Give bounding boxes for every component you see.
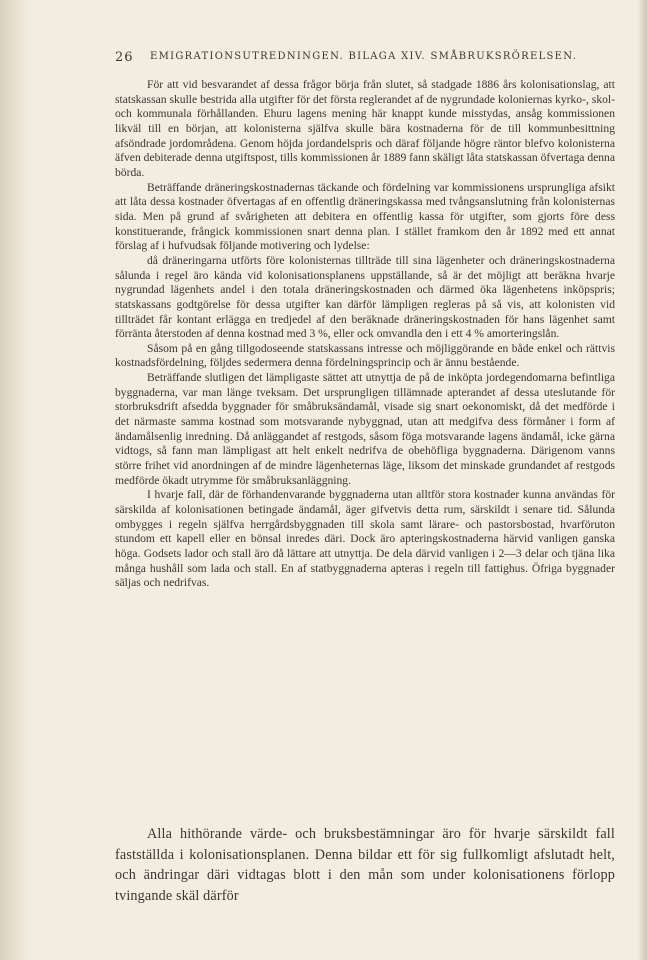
body-text: [115, 78, 615, 591]
paragraph: Beträffande slutligen det lämpligaste sättet att utnyttja de på de inköpta jordegendomarna befintliga byggnaderna, var man länge tveksam. Det ursprungligen tillämnade apterandet af dessa uteslutande för storbruksdrift afsedda byggnader för småbruksändamål, visade sig snart oekonomiskt, då det medförde i det närmaste samma kostnad som motsvarande nybyggnad, utan att medgifva dess förmåner i form af ändamålsenlig inredning. Då anläggandet af restgods, såsom föga motsvarande lagens ändamål, icke gärna vidtogs, så fann man lämpligast att helt enkelt nedrifva de obehöfliga byggnaderna. Därigenom vanns större frihet vid anordningen af de mindre lägenheternas läge, liksom det minskade grundandet af restgods medförde ökadt utrymme för småbruksanläggning.: [115, 371, 615, 487]
paragraph: För att vid besvarandet af dessa frågor börja från slutet, så stadgade 1886 års kolonisationslag, att statskassan skulle bestrida alla utgifter för det första reglerandet af de nygrundade koloniernas kyrko-, skol- och kommunala förhållanden. Ehuru lagens mening här knappt kunde misstydas, ansåg kommissionen likväl till en början, att kolonisterna själfva skulle bära kostnaderna för de till kommunbesittning afsöndrade jordområdena. Genom höjda jordandelspris och däraf följande högre räntor blefvo kolonisterna äfven debiterade denna utgiftspost, tills kommissionen år 1889 fann skäligt låta statskassan öfvertaga denna börda.: [115, 78, 615, 179]
running-title: EMIGRATIONSUTREDNINGEN. BILAGA XIV. SMÅBRUKSRÖRELSEN.: [150, 51, 578, 62]
large-type-paragraph: Alla hithörande värde- och bruksbestämningar äro för hvarje särskildt fall fastställda i kolonisationsplanen. Denna bildar ett för sig fullkomligt afslutadt helt, och ändringar däri vidtagas blott i den mån som under kolonisationens förlopp tvingande skäl därför: [115, 826, 615, 904]
page-edge-shadow: [637, 0, 647, 960]
page-number: 26: [115, 50, 134, 65]
page-spine-shadow: [0, 0, 30, 960]
paragraph: Beträffande dräneringskostnadernas täckande och fördelning var kommissionens ursprungliga afsikt att låta dessa kostnader öfvertagas af en offentlig dräneringskassa med tvångsanslutning från kolonisternas sida. Men på grund af svårigheten att debitera en offentlig kassa för utgifter, som gjorts före dess konstituerande, frångick kommissionen snart denna plan. I stället framkom den år 1892 med ett annat förslag af i hufvudsak följande motivering och lydelse:: [115, 180, 615, 253]
paragraph: Såsom på en gång tillgodoseende statskassans intresse och möjliggörande en både enkel och rättvis kostnadsfördelning, följdes sedermera denna fördelningsprincip och är ännu bestående.: [115, 341, 615, 370]
paragraph: I hvarje fall, där de förhandenvarande byggnaderna utan alltför stora kostnader kunna användas för särskilda af kolonisationen betingade ändamål, äger gifvetvis detta rum, särskildt i senare tid. Sålunda ombygges i regeln själfva herrgårdsbyggnaden till skola samt lärare- och pastorsbostad, hvarföruton stundom ett kapell eller en bönsal inredes däri. Dock äro apteringskostnaderna härvid vanligen ganska höga. Godsets lador och stall äro då lättare att utnyttja. De dela därvid vanligen i 2—3 delar och tjäna lika många hushåll som lada och stall. En af statbyggnaderna apteras i regeln till fattighus. Öfriga byggnader säljas och nedrifvas.: [115, 488, 615, 590]
quoted-paragraph: då dräneringarna utförts före kolonisternas tillträde till sina lägenheter och dräneringskostnaderna sålunda i regel äro kända vid kolonisationsplanens uppställande, så är det möjligt att beräkna hvarje nygrundad lägenhets andel i den totala dräneringskostnaden och därmed öka lägenhetens inköpspris; statskassans godtgörelse för dessa utgifter kan därför lämpligen regleras på så vis, att kolonisten vid tillträdet får kontant erlägga en tredjedel af den beräknade dräneringskostnaden för hans lägenhet samt förränta återstoden af denna kostnad med 3 %, eller ock omvandla den i ett 4 % amorteringslån.: [115, 253, 615, 341]
